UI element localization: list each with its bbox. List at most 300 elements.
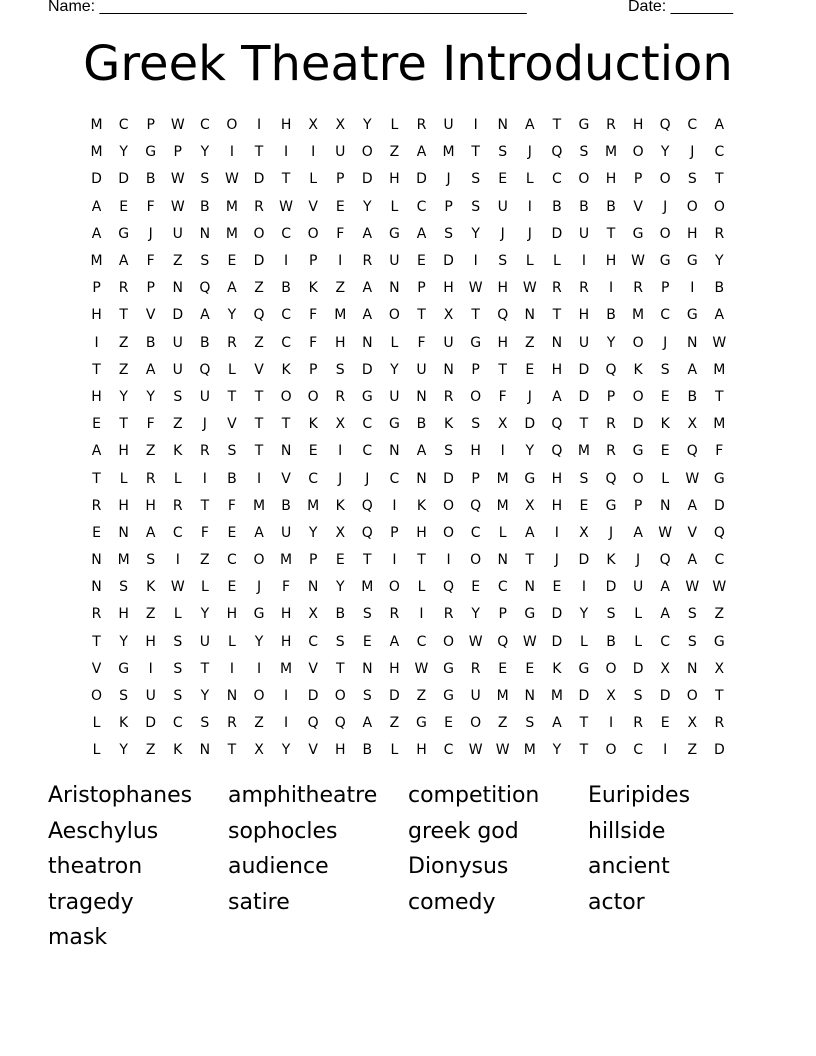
grid-letter: R [227,334,237,351]
grid-letter: C [281,225,291,242]
grid-letter: S [633,688,643,705]
grid-letter: Y [119,742,128,759]
word-bank-item: actor [588,889,645,915]
grid-letter: Q [551,144,563,161]
grid-letter: L [119,470,128,487]
grid-letter: H [118,606,129,623]
grid-letter: X [687,416,698,433]
grid-letter: T [254,416,264,433]
grid-letter: R [254,198,264,215]
grid-letter: H [91,307,102,324]
grid-letter: G [632,443,644,460]
grid-letter: X [335,117,346,134]
grid-letter: N [199,225,211,242]
word-bank-item: greek god [408,818,519,844]
grid-letter: H [389,171,400,188]
grid-letter: Z [172,253,183,270]
grid-letter: E [335,198,345,215]
grid-letter: U [416,361,427,378]
word-bank [48,780,788,958]
grid-letter: C [497,579,508,596]
grid-letter: E [227,524,237,541]
grid-letter: Y [363,117,372,134]
grid-letter: F [200,524,209,541]
grid-letter: L [390,742,399,759]
grid-letter: M [334,307,347,324]
grid-letter: S [335,361,345,378]
grid-letter: A [687,497,698,514]
grid-letter: T [552,117,562,134]
grid-letter: I [581,579,587,596]
grid-letter: T [471,144,480,161]
grid-letter: M [252,497,266,514]
grid-letter: M [442,144,455,161]
grid-letter: A [687,552,698,569]
grid-letter: Z [389,144,400,161]
grid-letter: U [172,225,183,242]
grid-letter: L [390,334,399,351]
grid-letter: H [497,334,508,351]
grid-letter: V [227,416,237,433]
grid-letter: P [417,280,426,297]
grid-letter: N [443,361,454,378]
grid-letter: I [581,253,587,270]
grid-letter: T [579,715,589,732]
grid-letter: B [714,280,725,297]
grid-letter: R [416,117,427,134]
grid-letter: H [389,660,400,677]
grid-letter: C [308,633,319,650]
grid-letter: B [281,497,291,514]
word-bank-item: Aeschylus [48,818,159,844]
grid-letter: C [199,117,210,134]
grid-letter: S [687,171,697,188]
grid-row [83,574,733,601]
grid-letter: V [308,198,318,215]
grid-letter: Y [308,524,318,541]
grid-row [83,275,733,302]
grid-letter: O [307,225,319,242]
grid-letter: Y [200,606,210,623]
grid-letter: R [633,715,643,732]
grid-letter: K [308,280,318,297]
grid-letter: X [335,524,346,541]
grid-letter: Y [471,606,480,623]
grid-row [83,357,733,384]
grid-letter: O [280,388,292,405]
grid-letter: L [390,198,399,215]
grid-letter: H [686,225,698,242]
grid-letter: N [659,497,671,514]
grid-letter: E [552,579,562,596]
grid-letter: S [660,361,670,378]
grid-letter: G [416,715,427,732]
grid-letter: R [443,606,454,623]
grid-letter: I [94,334,99,351]
grid-letter: M [496,688,509,705]
grid-letter: X [308,117,318,134]
grid-letter: R [145,470,156,487]
grid-row [83,656,733,683]
grid-letter: Y [119,144,128,161]
grid-letter: A [362,307,373,324]
grid-letter: Y [200,688,210,705]
grid-letter: U [632,579,644,596]
grid-letter: F [417,334,426,351]
grid-letter: A [362,280,373,297]
grid-letter: O [253,688,265,705]
grid-letter: C [172,524,183,541]
grid-letter: X [606,688,616,705]
grid-letter: U [145,688,156,705]
grid-letter: Q [605,361,617,378]
grid-letter: Y [471,225,480,242]
grid-letter: S [498,144,508,161]
grid-letter: K [552,660,562,677]
grid-letter: M [550,688,563,705]
grid-letter: W [631,253,646,270]
grid-letter: B [416,416,427,433]
grid-letter: S [173,388,183,405]
grid-letter: A [362,715,373,732]
grid-letter: T [200,497,210,514]
grid-letter: H [280,633,292,650]
grid-letter: R [91,606,102,623]
grid-letter: T [200,660,210,677]
grid-letter: Z [254,280,264,297]
grid-letter: X [443,307,454,324]
grid-letter: O [578,171,590,188]
grid-letter: T [417,552,426,569]
grid-letter: P [633,497,643,514]
grid-letter: R [606,416,616,433]
grid-letter: I [256,470,262,487]
grid-letter: I [229,660,234,677]
grid-letter: I [419,606,424,623]
grid-letter: Q [497,633,509,650]
grid-letter: E [227,253,237,270]
grid-letter: G [605,497,617,514]
grid-letter: X [254,742,264,759]
grid-letter: C [660,633,671,650]
grid-letter: T [281,416,291,433]
grid-letter: S [606,606,616,623]
grid-letter: N [91,552,102,569]
grid-letter: A [362,225,373,242]
grid-letter: C [687,117,698,134]
grid-letter: S [200,715,210,732]
grid-letter: I [473,117,478,134]
grid-letter: V [633,198,643,215]
grid-letter: L [634,633,642,650]
grid-letter: F [309,334,318,351]
grid-letter: N [307,579,319,596]
grid-letter: N [497,117,508,134]
grid-letter: N [687,660,698,677]
grid-letter: J [148,225,153,242]
grid-letter: W [468,633,483,650]
word-bank-item: competition [408,783,540,808]
grid-letter: T [119,416,128,433]
grid-row [83,221,733,248]
grid-letter: Y [390,361,399,378]
grid-letter: E [471,579,481,596]
grid-letter: C [416,198,427,215]
grid-letter: N [524,688,536,705]
grid-letter: P [660,280,670,297]
grid-letter: T [525,552,535,569]
grid-row [83,710,733,737]
word-bank-item: sophocles [228,818,338,844]
grid-letter: I [527,198,532,215]
grid-letter: A [389,633,400,650]
grid-letter: N [389,443,400,460]
grid-letter: P [173,144,182,161]
grid-letter: N [687,334,698,351]
grid-letter: A [145,524,156,541]
grid-letter: E [92,416,101,433]
grid-letter: Z [497,715,508,732]
grid-letter: U [172,361,183,378]
grid-letter: L [92,742,101,759]
grid-letter: E [227,579,237,596]
grid-letter: U [199,633,210,650]
grid-letter: N [524,579,536,596]
grid-letter: J [663,198,668,215]
grid-letter: G [524,606,536,623]
grid-letter: N [226,688,238,705]
grid-letter: D [632,660,644,677]
grid-letter: N [362,660,373,677]
grid-letter: R [199,443,210,460]
grid-letter: M [307,497,320,514]
grid-letter: U [199,388,210,405]
grid-letter: Q [713,524,725,541]
grid-letter: T [227,388,237,405]
grid-letter: R [579,280,589,297]
grid-letter: I [608,280,614,297]
page-title: Greek Theatre Introduction [83,36,733,92]
grid-letter: Q [551,416,563,433]
grid-letter: F [146,253,155,270]
grid-letter: S [444,443,453,460]
grid-letter: Z [118,361,129,378]
grid-letter: Q [334,715,346,732]
grid-letter: Q [686,443,698,460]
grid-letter: I [284,144,289,161]
grid-letter: L [498,524,507,541]
grid-letter: U [497,198,508,215]
grid-letter: U [578,225,590,242]
grid-letter: P [336,171,345,188]
grid-letter: H [578,307,590,324]
grid-letter: L [390,117,399,134]
grid-letter: N [199,742,211,759]
grid-letter: H [632,117,644,134]
grid-letter: G [632,225,644,242]
grid-letter: O [334,688,346,705]
grid-row [83,493,733,520]
grid-letter: S [173,688,183,705]
grid-letter: H [118,497,129,514]
grid-letter: W [712,579,727,596]
grid-letter: R [714,225,725,242]
grid-letter: K [660,416,670,433]
grid-letter: B [362,742,373,759]
grid-letter: D [551,633,563,650]
grid-letter: R [335,388,346,405]
grid-letter: Z [389,715,400,732]
grid-letter: E [525,361,535,378]
grid-letter: L [228,361,236,378]
word-bank-item: audience [228,854,329,879]
grid-letter: N [497,552,508,569]
grid-letter: C [389,470,400,487]
grid-letter: T [119,307,128,324]
grid-letter: Z [145,742,156,759]
grid-letter: S [335,633,345,650]
grid-letter: H [280,117,292,134]
grid-letter: W [170,198,185,215]
grid-letter: A [200,307,210,324]
grid-letter: Z [145,443,156,460]
word-bank-item: theatron [48,854,143,879]
grid-letter: F [336,225,345,242]
name-field: Name: ________________________________________________ [48,0,527,15]
grid-letter: T [92,633,101,650]
grid-letter: J [365,470,370,487]
grid-letter: R [606,117,616,134]
grid-letter: F [498,388,507,405]
grid-row [83,302,733,329]
grid-letter: Y [200,144,210,161]
grid-letter: M [632,307,645,324]
grid-letter: T [579,742,589,759]
grid-letter: Q [361,524,373,541]
grid-letter: I [148,660,153,677]
grid-letter: E [498,660,508,677]
grid-letter: S [362,606,372,623]
grid-letter: B [606,198,616,215]
grid-letter: Q [307,715,319,732]
grid-letter: G [118,225,130,242]
grid-letter: S [200,253,210,270]
grid-letter: T [417,307,426,324]
grid-letter: P [308,253,318,270]
grid-letter: Q [470,497,482,514]
grid-letter: Z [687,742,698,759]
grid-letter: L [661,470,670,487]
grid-letter: M [225,198,238,215]
grid-letter: M [280,552,293,569]
word-bank-item: tragedy [48,889,134,915]
grid-letter: N [280,443,292,460]
grid-letter: A [687,361,698,378]
grid-letter: D [443,470,454,487]
grid-letter: G [470,334,482,351]
grid-letter: O [632,334,644,351]
grid-letter: C [470,524,481,541]
grid-letter: O [388,307,400,324]
grid-letter: D [578,552,590,569]
grid-letter: D [91,171,102,188]
grid-letter: S [579,470,589,487]
grid-letter: V [308,660,318,677]
grid-letter: U [280,524,292,541]
grid-letter: O [470,715,482,732]
grid-letter: G [578,117,590,134]
grid-letter: I [446,552,451,569]
grid-letter: X [687,715,698,732]
grid-letter: X [308,606,318,623]
grid-letter: W [522,280,537,297]
grid-letter: Y [146,388,155,405]
grid-letter: S [498,253,508,270]
grid-letter: O [686,688,698,705]
grid-letter: B [552,198,562,215]
grid-letter: G [713,470,725,487]
grid-letter: J [338,470,343,487]
grid-letter: E [92,524,101,541]
grid-letter: S [173,633,183,650]
grid-letter: R [470,660,481,677]
grid-letter: C [660,307,671,324]
grid-letter: B [200,198,210,215]
word-bank-item: comedy [408,889,496,915]
grid-letter: K [308,416,318,433]
grid-letter: C [281,334,291,351]
grid-letter: J [527,225,532,242]
grid-letter: U [335,144,346,161]
grid-letter: W [170,171,185,188]
grid-letter: S [444,225,453,242]
grid-row [83,547,733,574]
grid-letter: O [253,552,265,569]
grid-letter: M [713,416,726,433]
grid-letter: A [552,715,562,732]
grid-letter: F [309,307,318,324]
grid-letter: N [389,280,400,297]
grid-row [83,112,733,139]
grid-letter: T [579,416,589,433]
grid-letter: O [470,552,482,569]
grid-letter: I [202,470,207,487]
grid-letter: B [227,470,237,487]
grid-letter: E [660,443,670,460]
grid-letter: P [444,198,453,215]
grid-letter: S [525,715,535,732]
grid-letter: H [145,497,156,514]
grid-letter: P [471,361,480,378]
grid-letter: X [714,660,725,677]
grid-letter: L [525,171,534,188]
grid-row [83,194,733,221]
grid-letter: A [118,253,129,270]
grid-letter: Q [199,361,211,378]
grid-letter: D [253,171,265,188]
grid-letter: A [416,443,427,460]
grid-letter: I [256,660,262,677]
grid-letter: M [90,117,103,134]
grid-letter: O [91,688,103,705]
grid-letter: I [284,715,289,732]
grid-letter: P [146,117,155,134]
grid-letter: D [605,579,617,596]
grid-letter: Z [254,334,264,351]
grid-letter: A [525,117,535,134]
grid-letter: M [117,552,130,569]
grid-letter: A [525,524,535,541]
